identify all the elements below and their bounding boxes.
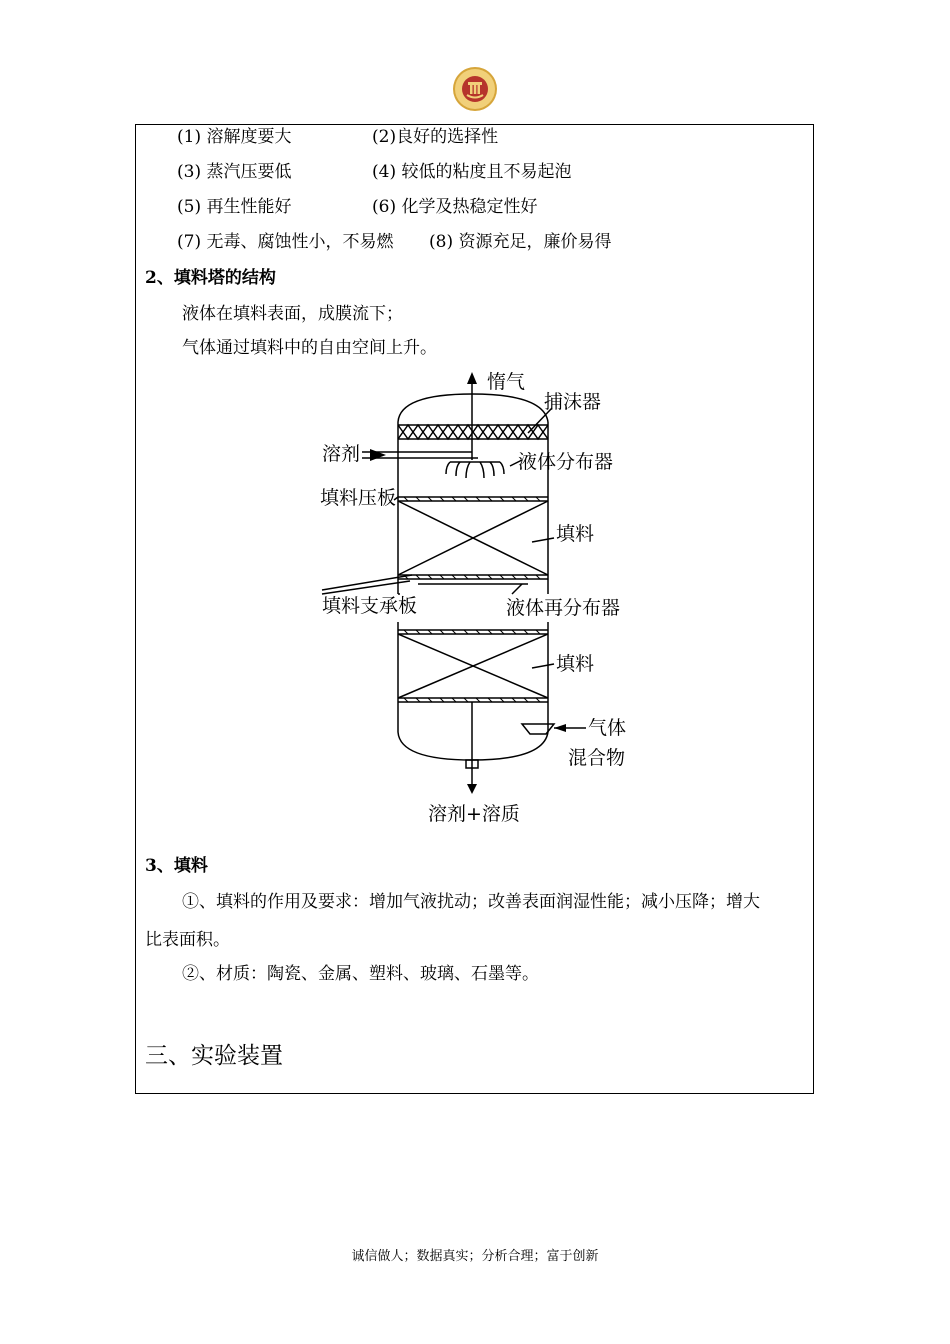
property-8: (8) 资源充足，廉价易得	[429, 232, 612, 252]
property-5: (5) 再生性能好	[177, 197, 292, 217]
university-seal-logo	[452, 66, 498, 112]
label-packing-press-plate: 填料压板	[320, 487, 397, 509]
section2-line-2: 气体通过填料中的自由空间上升。	[182, 338, 437, 358]
property-4: (4) 较低的粘度且不易起泡	[372, 162, 572, 182]
label-demister: 捕沫器	[544, 391, 602, 413]
label-packing-support-plate: 填料支承板	[322, 595, 418, 617]
page-footer: 诚信做人；数据真实；分析合理；富于创新	[351, 1249, 599, 1264]
section3-item2: ②、材质：陶瓷、金属、塑料、玻璃、石墨等。	[182, 964, 539, 984]
packed-tower-diagram	[300, 362, 640, 834]
property-1: (1) 溶解度要大	[177, 127, 292, 147]
label-liquid-redistributor: 液体再分布器	[506, 597, 621, 619]
section2-line-1: 液体在填料表面，成膜流下；	[182, 304, 403, 324]
section3-item1-line1: ①、填料的作用及要求：增加气液扰动；改善表面润湿性能；减小压降；增大	[182, 892, 760, 912]
section2-heading: 2、填料塔的结构	[145, 268, 276, 288]
property-2: (2)良好的选择性	[372, 127, 499, 147]
property-3: (3) 蒸汽压要低	[177, 162, 292, 182]
property-7: (7) 无毒、腐蚀性小，不易燃	[177, 232, 394, 252]
section3-heading: 3、填料	[145, 856, 208, 876]
section-three-title: 三、实验装置	[145, 1043, 283, 1069]
label-outlet: 溶剂+溶质	[428, 803, 520, 825]
label-solvent: 溶剂	[322, 443, 361, 465]
label-inert-gas: 惰气	[487, 371, 526, 393]
property-6: (6) 化学及热稳定性好	[372, 197, 538, 217]
label-mixture: 混合物	[568, 747, 626, 769]
label-gas: 气体	[588, 717, 627, 739]
label-packing-upper: 填料	[556, 523, 595, 545]
label-liquid-distributor: 液体分布器	[518, 451, 614, 473]
label-packing-lower: 填料	[556, 653, 595, 675]
section3-item1-line2: 比表面积。	[145, 930, 230, 950]
